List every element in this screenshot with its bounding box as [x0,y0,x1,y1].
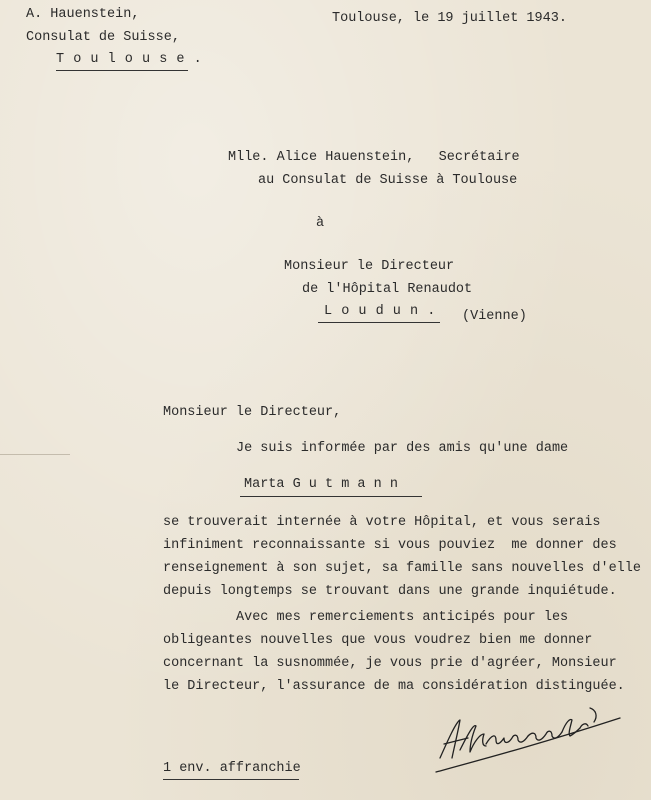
body-p1-line-3: renseignement à son sujet, sa famille sans nouvelles d'elle [163,561,641,576]
body-p2-line-2: obligeantes nouvelles que vous voudrez bien me donner [163,633,593,648]
recipient-line-1: Monsieur le Directeur [284,259,455,274]
recipient-region: (Vienne) [462,309,527,324]
body-p2-line-1: Avec mes remerciements anticipés pour les [236,610,569,625]
paper-fold-line [0,454,70,455]
letterhead-consulate: Consulat de Suisse, [26,30,180,45]
letterhead-name: A. Hauenstein, [26,7,140,22]
sender-line-2: au Consulat de Suisse à Toulouse [258,173,518,188]
body-person-name: Marta G u t m a n n [244,477,398,492]
recipient-city-underline [318,322,440,323]
sender-to: à [316,216,325,231]
body-intro: Je suis informée par des amis qu'une dame [236,441,569,456]
letterhead-city-underline [56,70,188,71]
sender-line-1: Mlle. Alice Hauenstein, Secrétaire [228,150,520,165]
body-p2-line-4: le Directeur, l'assurance de ma considération distinguée. [163,679,625,694]
handwritten-signature [430,700,630,780]
enclosure-note: 1 env. affranchie [163,761,301,776]
body-p2-line-3: concernant la susnommée, je vous prie d'agréer, Monsieur [163,656,617,671]
salutation: Monsieur le Directeur, [163,405,342,420]
body-p1-line-4: depuis longtemps se trouvant dans une grande inquiétude. [163,584,617,599]
letterhead-city: T o u l o u s e . [56,52,203,67]
body-p1-line-2: infiniment reconnaissante si vous pouviez me donner des [163,538,617,553]
body-p1-line-1: se trouverait internée à votre Hôpital, et vous serais [163,515,601,530]
recipient-line-2: de l'Hôpital Renaudot [302,282,473,297]
enclosure-underline [163,779,299,780]
recipient-city: L o u d u n . [324,304,436,319]
body-person-name-underline [240,496,422,497]
letter-date: Toulouse, le 19 juillet 1943. [332,11,567,26]
